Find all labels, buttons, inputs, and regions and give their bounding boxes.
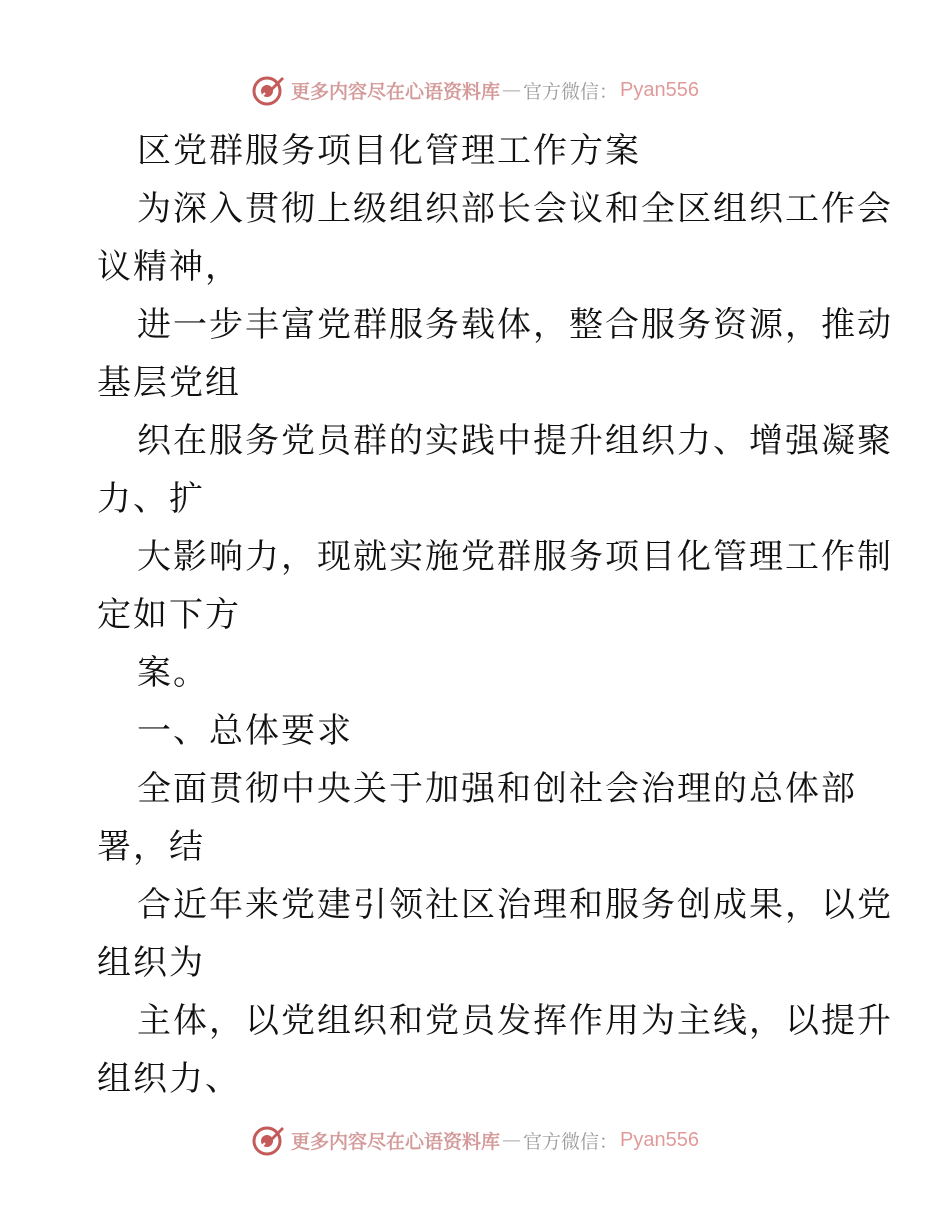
pen-logo-icon: [251, 1123, 285, 1157]
watermark-wechat-label: 官方微信：: [523, 1130, 619, 1153]
text-line: 署，结: [97, 827, 205, 867]
text-line: 大影响力，现就实施党群服务项目化管理工作制: [137, 537, 893, 577]
text-line: 组织力、: [97, 1059, 241, 1099]
text-line: 力、扩: [97, 479, 205, 519]
text-line: 议精神，: [97, 247, 241, 287]
watermark-wechat-label: 官方微信：: [523, 80, 619, 103]
document-body: [97, 122, 893, 1108]
watermark-text: 更多内容尽在心语资料库: [291, 80, 501, 103]
text-line: 进一步丰富党群服务载体，整合服务资源，推动: [137, 305, 893, 345]
text-line: 为深入贯彻上级组织部长会议和全区组织工作会: [137, 189, 893, 229]
header-watermark: [0, 70, 950, 110]
text-line: 组织为: [97, 943, 205, 983]
text-line: 主体，以党组织和党员发挥作用为主线，以提升: [137, 1001, 893, 1041]
text-line: 织在服务党员群的实践中提升组织力、增强凝聚: [137, 421, 893, 461]
text-line: 基层党组: [97, 363, 241, 403]
watermark-dash: —: [502, 79, 522, 101]
text-line: 合近年来党建引领社区治理和服务创成果，以党: [137, 885, 893, 925]
footer-watermark: [0, 1120, 950, 1160]
watermark-dash: —: [502, 1129, 522, 1151]
text-line: 案。: [137, 653, 209, 693]
text-line: 定如下方: [97, 595, 241, 635]
text-line: 全面贯彻中央关于加强和创社会治理的总体部: [137, 769, 857, 809]
watermark-wechat-id: Pyan556: [620, 78, 699, 101]
text-line: 一、总体要求: [137, 711, 353, 751]
watermark-text: 更多内容尽在心语资料库: [291, 1130, 501, 1153]
document-title: 区党群服务项目化管理工作方案: [137, 131, 641, 171]
pen-logo-icon: [251, 73, 285, 107]
watermark-wechat-id: Pyan556: [620, 1128, 699, 1151]
